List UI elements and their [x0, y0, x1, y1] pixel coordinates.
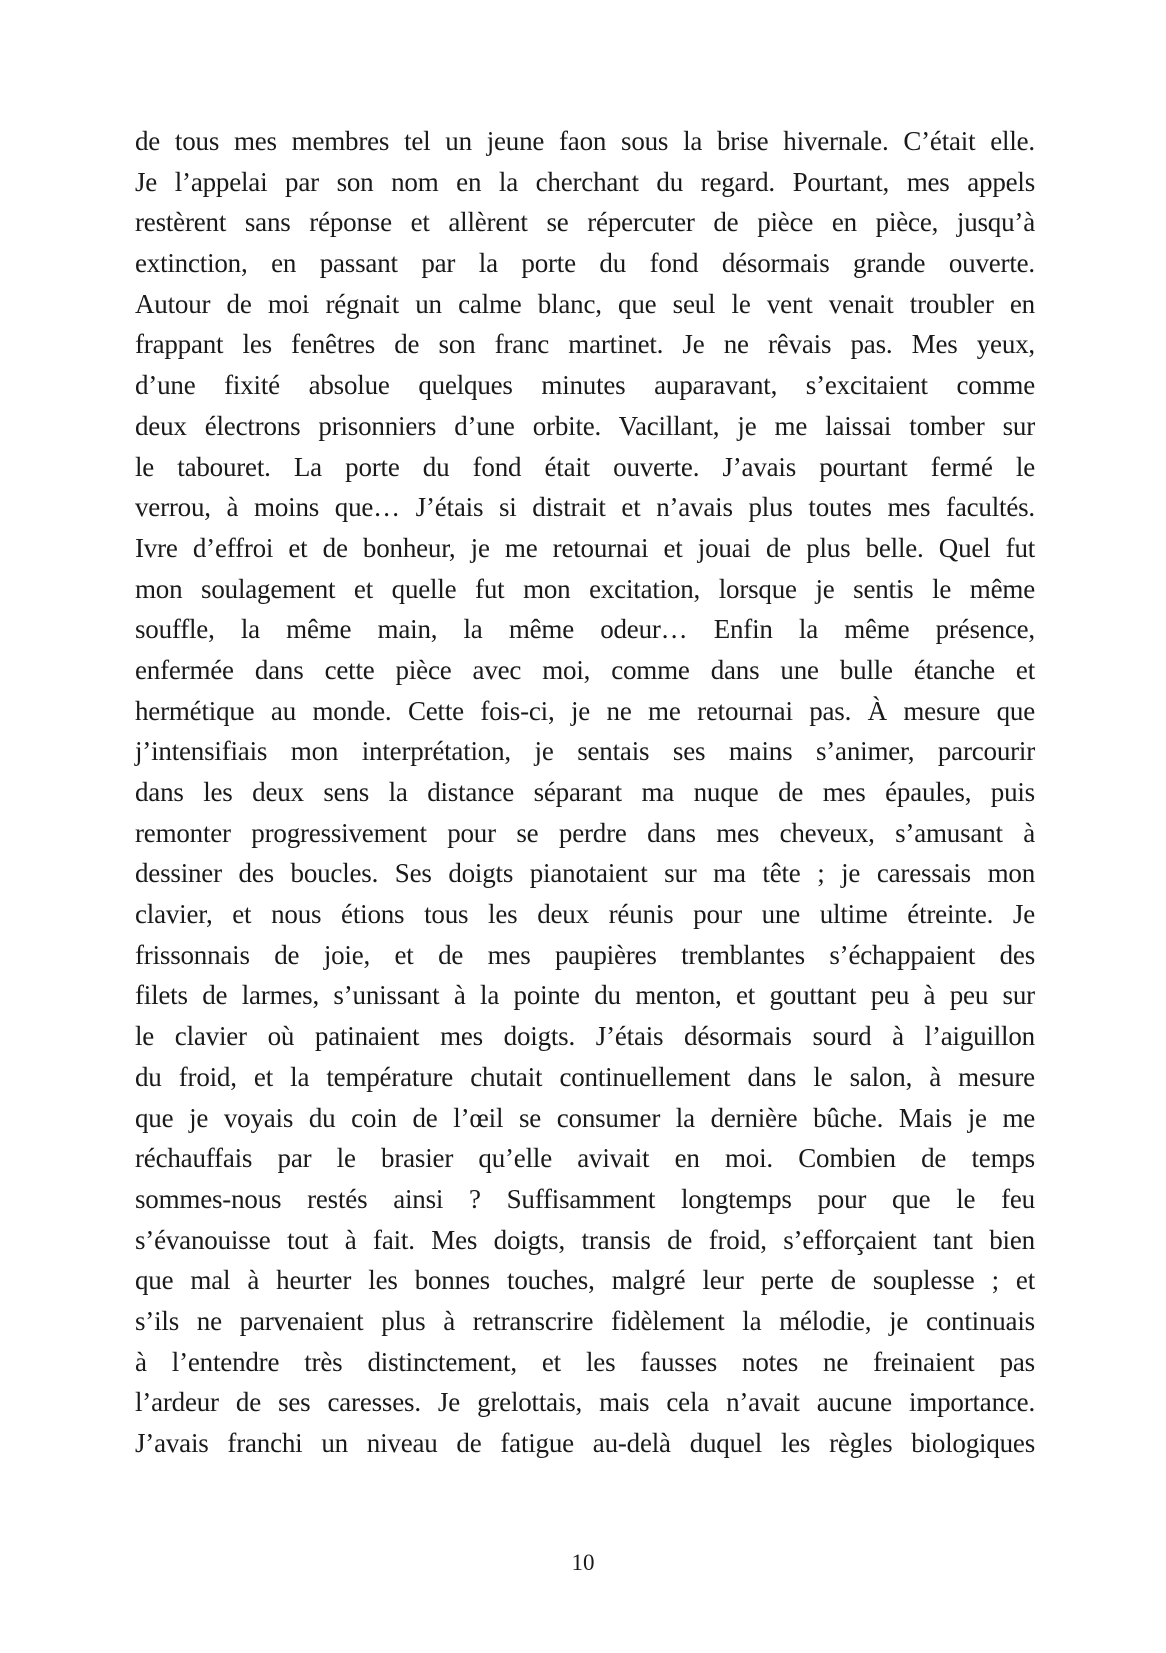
body-text: [135, 121, 1035, 1464]
text-line: le tabouret. La porte du fond était ouverte. J’avais pourtant fermé le: [135, 451, 1036, 482]
text-line: Autour de moi régnait un calme blanc, que seul le vent venait troubler en: [135, 288, 1035, 319]
text-line: frappant les fenêtres de son franc martinet. Je ne rêvais pas. Mes yeux,: [135, 329, 1035, 360]
text-line: souffle, la même main, la même odeur… Enfin la même présence,: [135, 614, 1035, 645]
text-line: sommes-nous restés ainsi ? Suffisamment longtemps pour que le feu: [135, 1183, 1035, 1214]
text-line: hermétique au monde. Cette fois-ci, je ne me retournai pas. À mesure que: [135, 695, 1035, 726]
text-line: de tous mes membres tel un jeune faon sous la brise hivernale. C’était elle.: [135, 126, 1035, 156]
text-line: dans les deux sens la distance séparant ma nuque de mes épaules, puis: [135, 777, 1035, 807]
text-line: d’une fixité absolue quelques minutes auparavant, s’excitaient comme: [135, 370, 1035, 401]
text-line: Je l’appelai par son nom en la cherchant du regard. Pourtant, mes appels: [135, 166, 1036, 197]
text-line: J’avais franchi un niveau de fatigue au-delà duquel les règles biologiques: [135, 1428, 1036, 1458]
text-line: mon soulagement et quelle fut mon excitation, lorsque je sentis le même: [135, 573, 1035, 604]
page-number: 10: [571, 1550, 595, 1575]
text-line: deux électrons prisonniers d’une orbite. Vacillant, je me laissai tomber sur: [135, 410, 1035, 441]
text-line: s’ils ne parvenaient plus à retranscrire fidèlement la mélodie, je continuais: [135, 1305, 1035, 1336]
text-line: que je voyais du coin de l’œil se consumer la dernière bûche. Mais je me: [135, 1102, 1036, 1133]
text-line: remonter progressivement pour se perdre dans mes cheveux, s’amusant à: [135, 817, 1036, 848]
text-line: à l’entendre très distinctement, et les fausses notes ne freinaient pas: [135, 1346, 1035, 1377]
text-line: réchauffais par le brasier qu’elle avivait en moi. Combien de temps: [135, 1143, 1035, 1174]
text-line: filets de larmes, s’unissant à la pointe du menton, et gouttant peu à peu sur: [135, 980, 1035, 1011]
text-line: s’évanouisse tout à fait. Mes doigts, transis de froid, s’efforçaient tant bien: [135, 1224, 1035, 1255]
text-line: frissonnais de joie, et de mes paupières tremblantes s’échappaient des: [135, 939, 1036, 970]
text-line: Ivre d’effroi et de bonheur, je me retournai et jouai de plus belle. Quel fut: [135, 532, 1036, 563]
text-line: j’intensifiais mon interprétation, je sentais ses mains s’animer, parcourir: [135, 736, 1036, 767]
text-line: le clavier où patinaient mes doigts. J’étais désormais sourd à l’aiguillon: [135, 1021, 1035, 1052]
text-line: du froid, et la température chutait continuellement dans le salon, à mesure: [135, 1061, 1035, 1092]
text-line: clavier, et nous étions tous les deux réunis pour une ultime étreinte. Je: [135, 899, 1036, 930]
text-line: l’ardeur de ses caresses. Je grelottais, mais cela n’avait aucune importance.: [135, 1387, 1035, 1418]
text-line: que mal à heurter les bonnes touches, malgré leur perte de souplesse ; et: [135, 1265, 1035, 1296]
text-line: dessiner des boucles. Ses doigts pianotaient sur ma tête ; je caressais mon: [135, 858, 1036, 889]
text-line: verrou, à moins que… J’étais si distrait et n’avais plus toutes mes facultés.: [135, 492, 1035, 523]
text-line: extinction, en passant par la porte du fond désormais grande ouverte.: [135, 248, 1035, 279]
text-line: enfermée dans cette pièce avec moi, comme dans une bulle étanche et: [135, 654, 1036, 685]
text-line: restèrent sans réponse et allèrent se répercuter de pièce en pièce, jusqu’à: [135, 207, 1035, 238]
